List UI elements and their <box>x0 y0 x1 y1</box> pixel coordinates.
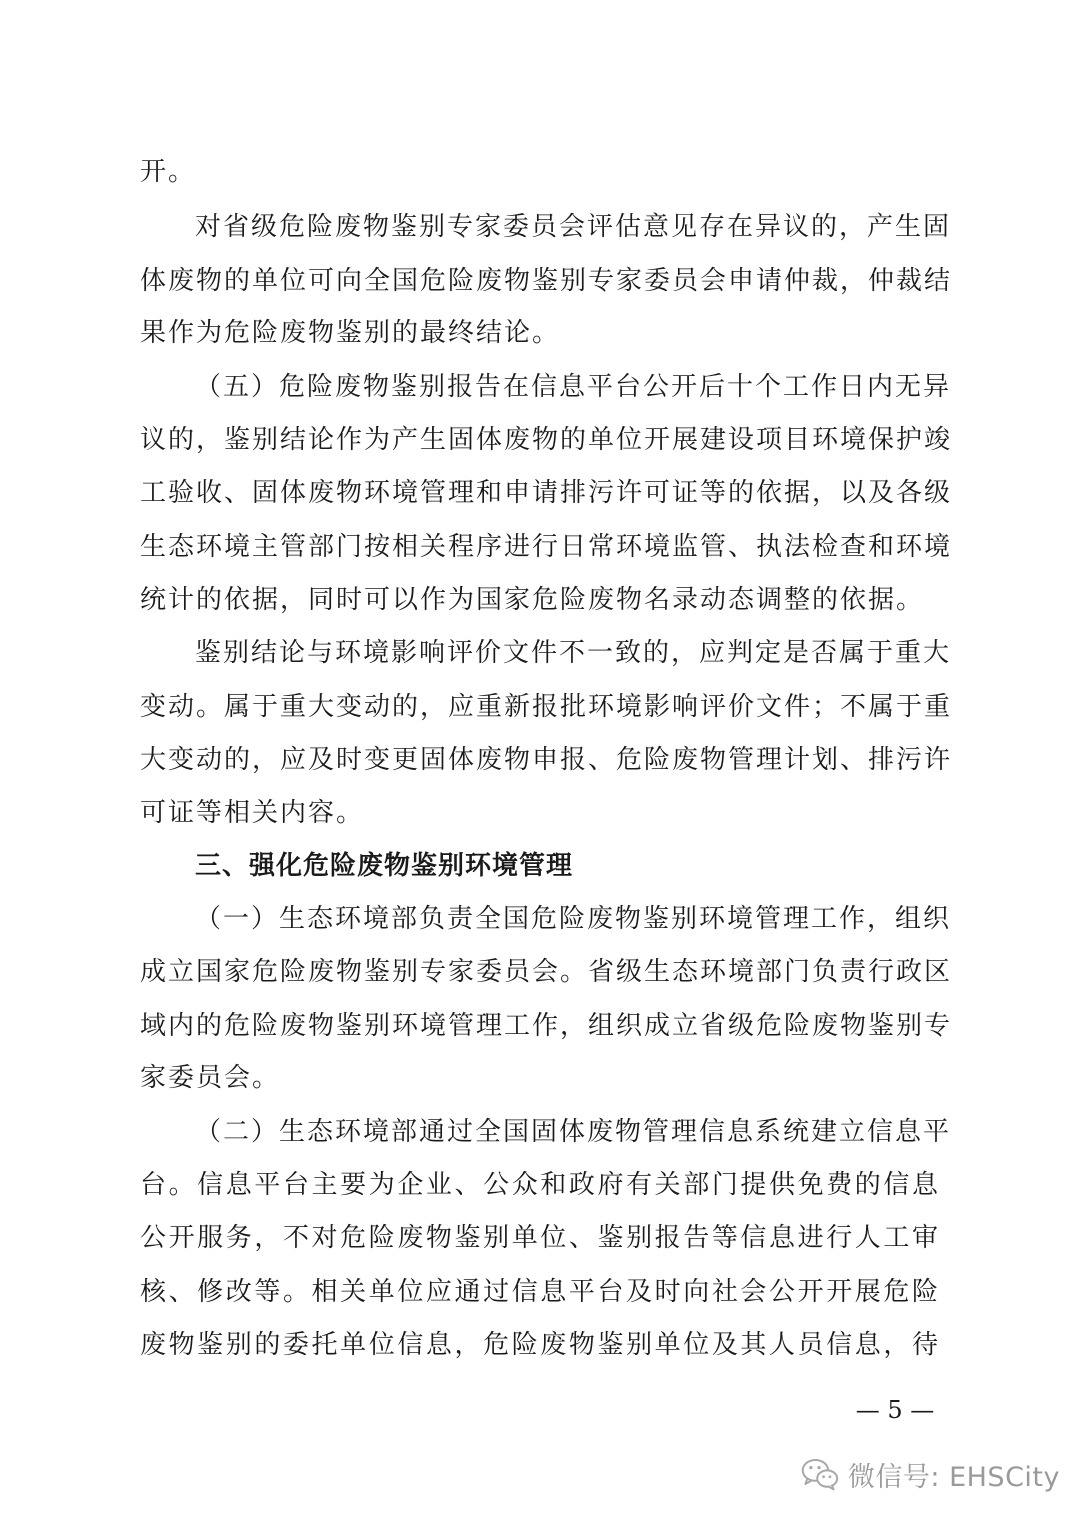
text-line: 统计的依据，同时可以作为国家危险废物名录动态调整的依据。 <box>140 585 925 615</box>
text-line: 果作为危险废物鉴别的最终结论。 <box>140 318 561 348</box>
text-line: 家委员会。 <box>140 1063 281 1093</box>
wechat-watermark <box>800 1452 1060 1496</box>
section-heading: 三、强化危险废物鉴别环境管理 <box>195 851 574 881</box>
text-line: 核、修改等。相关单位应通过信息平台及时向社会公开开展危险 <box>140 1277 940 1307</box>
text-line: 公开服务，不对危险废物鉴别单位、鉴别报告等信息进行人工审 <box>140 1223 940 1253</box>
text-line: 可证等相关内容。 <box>140 798 365 828</box>
text-line: （五）危险废物鉴别报告在信息平台公开后十个工作日内无异 <box>195 372 952 402</box>
text-line: 鉴别结论与环境影响评价文件不一致的，应判定是否属于重大 <box>195 638 952 668</box>
text-line: 开。 <box>140 157 197 187</box>
text-line: 变动。属于重大变动的，应重新报批环境影响评价文件；不属于重 <box>140 692 953 722</box>
text-line: （二）生态环境部通过全国固体废物管理信息系统建立信息平 <box>195 1117 952 1147</box>
text-line: 成立国家危险废物鉴别专家委员会。省级生态环境部门负责行政区 <box>140 957 953 987</box>
text-line: 台。信息平台主要为企业、公众和政府有关部门提供免费的信息 <box>140 1170 940 1200</box>
wechat-icon <box>800 1454 840 1494</box>
text-line: 大变动的，应及时变更固体废物申报、危险废物管理计划、排污许 <box>140 745 953 775</box>
text-line: 域内的危险废物鉴别环境管理工作，组织成立省级危险废物鉴别专 <box>140 1011 953 1041</box>
text-line: 废物鉴别的委托单位信息，危险废物鉴别单位及其人员信息，待 <box>140 1330 940 1360</box>
page-number: — 5 — <box>855 1396 935 1424</box>
text-line: 议的，鉴别结论作为产生固体废物的单位开展建设项目环境保护竣 <box>140 425 953 455</box>
text-line: 工验收、固体废物环境管理和申请排污许可证等的依据，以及各级 <box>140 478 953 508</box>
watermark-text: 微信号: EHSCity <box>847 1461 1060 1493</box>
text-line: 体废物的单位可向全国危险废物鉴别专家委员会申请仲裁，仲裁结 <box>140 266 953 296</box>
text-line: 生态环境主管部门按相关程序进行日常环境监管、执法检查和环境 <box>140 532 953 562</box>
text-line: （一）生态环境部负责全国危险废物鉴别环境管理工作，组织 <box>195 904 952 934</box>
text-line: 对省级危险废物鉴别专家委员会评估意见存在异议的，产生固 <box>195 212 952 242</box>
